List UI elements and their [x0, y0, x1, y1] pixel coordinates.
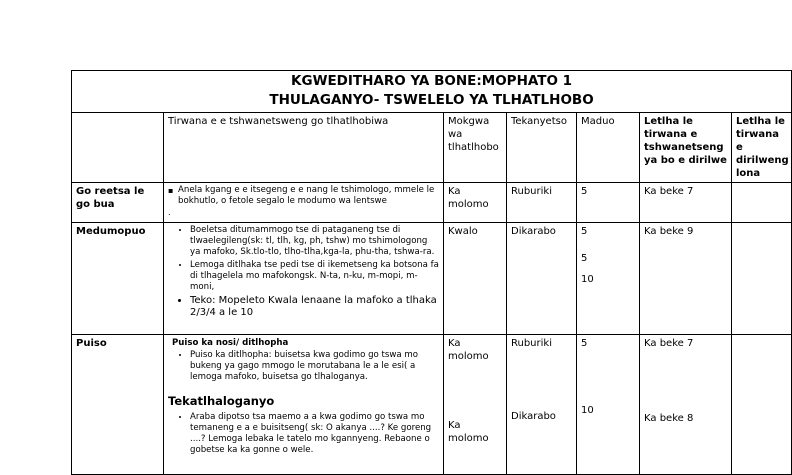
subheading: Puiso ka nosi/ ditlhopha	[172, 338, 289, 348]
header-instrument: Tekanyetso	[507, 113, 577, 183]
header-empty	[72, 113, 164, 183]
table-row	[72, 223, 792, 335]
due-value: Ka beke 8	[644, 413, 694, 424]
marks-cell: 5	[577, 183, 640, 223]
method-value: Ka molomo	[448, 420, 489, 444]
header-row	[72, 113, 792, 183]
due-cell: Ka beke 7	[640, 183, 732, 223]
list-item: ▪ Anela kgang e e itsegeng e e nang le tshimologo, mmele le bokhutlo, o fetole segalo le modumo wa lentswe	[178, 185, 439, 207]
task-list	[168, 225, 439, 319]
section-heading: Tekatlhaloganyo	[168, 394, 275, 408]
instrument-value: Ruburiki	[511, 338, 552, 349]
list-item: • Puiso ka ditlhopha: buisetsa kwa godimo go tswa mo bukeng ya gago mmogo le morutabana le a le esi( a lemoga mafoko, buisetsa go tlhaloganya.	[190, 350, 439, 383]
header-done-date: Letlha le tirwana e dirilweng lona	[732, 113, 792, 183]
done-cell	[732, 223, 792, 335]
row-label: Medumopuo	[72, 223, 164, 335]
mark-value: 5	[581, 253, 588, 264]
list-item: • Lemoga ditlhaka tse pedi tse di ikemetseng ka botsona fa di tlhagelela mo mafokongsk. N-ta, n-ku, m-mopi, m-moni,	[190, 260, 439, 293]
assessment-plan-table	[71, 70, 792, 475]
title-line-2: THULAGANYO- TSWELELO YA TLHATLHOBO	[269, 92, 594, 108]
task-list	[168, 412, 439, 456]
row-label: Go reetsa le go bua	[72, 183, 164, 223]
due-cell	[640, 335, 732, 475]
header-task: Tirwana e e tshwanetsweng go tlhatlhobiwa	[164, 113, 444, 183]
task-cell	[164, 183, 444, 223]
title-row	[72, 71, 792, 113]
table-row	[72, 183, 792, 223]
due-value: Ka beke 7	[644, 338, 694, 349]
mark-value: 5	[581, 226, 588, 237]
mark-value: 10	[581, 405, 594, 416]
method-cell	[444, 335, 507, 475]
header-method: Mokgwa wa tlhatlhobo	[444, 113, 507, 183]
mark-value: 5	[581, 338, 588, 349]
header-due-date: Letlha le tirwana e tshwanetseng ya bo e dirilwe	[640, 113, 732, 183]
instrument-cell: Dikarabo	[507, 223, 577, 335]
list-item: • Araba dipotso tsa maemo a a kwa godimo go tswa mo temaneng e a e buisitseng( sk: O akanya ....? Ke goreng ....? Lemoga lebaka le tatelo mo kgannyeng. Rebaone o gobetse ka ka gonne o wele.	[190, 412, 439, 456]
table-title	[72, 71, 792, 113]
marks-cell	[577, 223, 640, 335]
instrument-cell: Ruburiki	[507, 183, 577, 223]
method-value: Ka molomo	[448, 338, 489, 362]
mark-value: 10	[581, 274, 594, 285]
header-marks: Maduo	[577, 113, 640, 183]
table-row	[72, 335, 792, 475]
instrument-cell	[507, 335, 577, 475]
marks-cell	[577, 335, 640, 475]
instrument-value: Dikarabo	[511, 411, 556, 422]
row-label: Puiso	[72, 335, 164, 475]
list-item: • Teko: Mopeleto Kwala lenaane la mafoko a tlhaka 2/3/4 a le 10	[190, 295, 439, 319]
task-cell	[164, 335, 444, 475]
done-cell	[732, 335, 792, 475]
method-cell: Ka molomo	[444, 183, 507, 223]
title-line-1: KGWEDITHARO YA BONE:MOPHATO 1	[291, 73, 573, 89]
list-item: • Boeletsa ditumammogo tse di pataganeng tse di tlwaelegileng(sk: tl, tlh, kg, ph, tshw) mo tshimologong ya mafoko, Sk.tlo-tlo, tlho-tlha,kga-la, phu-tha, tshwa-ra.	[190, 225, 439, 258]
due-cell: Ka beke 9	[640, 223, 732, 335]
task-cell	[164, 223, 444, 335]
task-list	[168, 350, 439, 383]
method-cell: Kwalo	[444, 223, 507, 335]
task-list	[168, 185, 439, 207]
done-cell	[732, 183, 792, 223]
trailing-mark: .	[168, 208, 171, 217]
